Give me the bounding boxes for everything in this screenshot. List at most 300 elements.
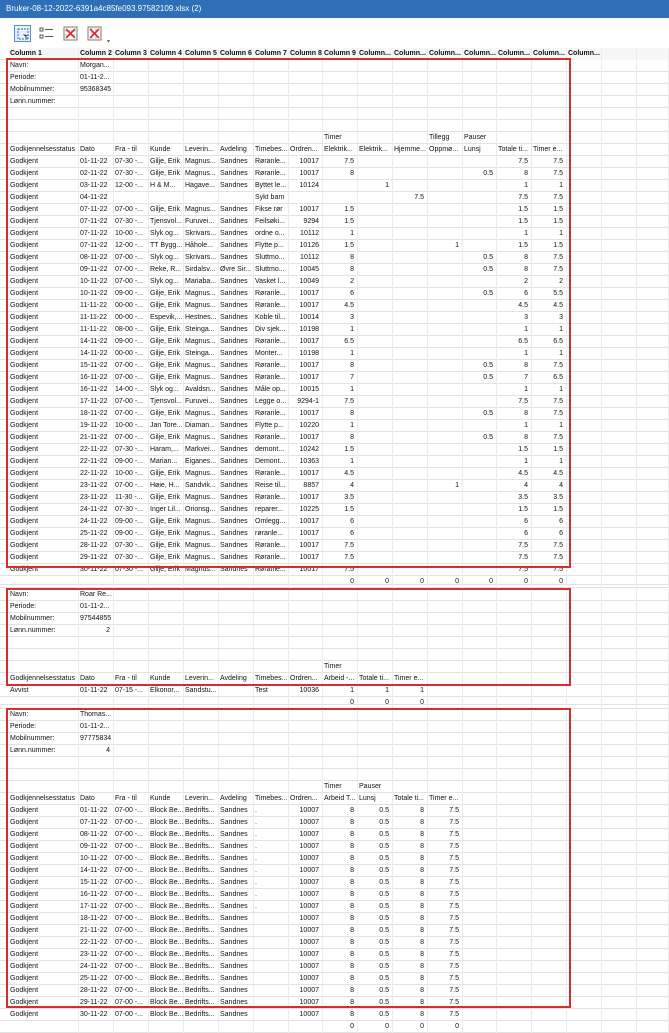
cell[interactable] xyxy=(254,601,289,613)
cell[interactable] xyxy=(114,733,149,745)
cell[interactable] xyxy=(428,769,463,781)
cell[interactable] xyxy=(602,324,637,336)
cell[interactable] xyxy=(184,769,219,781)
cell[interactable] xyxy=(358,276,393,288)
cell[interactable] xyxy=(254,637,289,649)
cell[interactable]: 10007 xyxy=(289,973,323,985)
cell[interactable] xyxy=(532,649,567,661)
cell[interactable]: 1 xyxy=(323,348,358,360)
cell[interactable] xyxy=(393,552,428,564)
cell[interactable] xyxy=(463,925,497,937)
cell[interactable] xyxy=(428,709,463,721)
cell[interactable] xyxy=(532,573,567,585)
cell[interactable]: Godkjent xyxy=(9,961,79,973)
cell[interactable] xyxy=(184,120,219,132)
cell[interactable] xyxy=(463,901,497,913)
cell[interactable] xyxy=(149,72,184,84)
cell[interactable]: Elektrik... xyxy=(358,144,393,156)
cell[interactable] xyxy=(358,396,393,408)
cell[interactable]: 00-00 -... xyxy=(114,348,149,360)
cell[interactable] xyxy=(637,637,669,649)
cell[interactable]: Sandnes xyxy=(219,480,254,492)
cell[interactable]: 7.5 xyxy=(428,853,463,865)
cell[interactable]: Godkjennelsesstatus xyxy=(9,673,79,685)
cell[interactable] xyxy=(254,745,289,757)
cell[interactable] xyxy=(602,637,637,649)
cell[interactable]: Magnus... xyxy=(184,300,219,312)
cell[interactable] xyxy=(463,913,497,925)
cell[interactable] xyxy=(602,204,637,216)
cell[interactable] xyxy=(567,793,602,805)
cell[interactable]: Avdeling xyxy=(219,673,254,685)
cell[interactable] xyxy=(428,168,463,180)
cell[interactable]: 23-11-22 xyxy=(79,480,114,492)
cell[interactable]: 0.5 xyxy=(358,949,393,961)
cell[interactable] xyxy=(358,84,393,96)
cell[interactable]: 08-11-22 xyxy=(79,252,114,264)
cell[interactable] xyxy=(567,661,602,673)
cell[interactable] xyxy=(567,420,602,432)
cell[interactable] xyxy=(637,264,669,276)
cell[interactable]: Hagave... xyxy=(184,180,219,192)
cell[interactable]: Column... xyxy=(532,48,567,60)
cell[interactable] xyxy=(9,649,79,661)
cell[interactable] xyxy=(567,841,602,853)
cell[interactable] xyxy=(567,132,602,144)
cell[interactable] xyxy=(532,913,567,925)
cell[interactable]: 3.5 xyxy=(497,492,532,504)
cell[interactable] xyxy=(428,613,463,625)
cell[interactable]: Røranle... xyxy=(254,156,289,168)
cell[interactable] xyxy=(289,721,323,733)
cell[interactable] xyxy=(289,637,323,649)
cell[interactable] xyxy=(149,120,184,132)
cell[interactable] xyxy=(323,733,358,745)
cell[interactable]: Gilje, Erik xyxy=(149,468,184,480)
cell[interactable]: 25-11-22 xyxy=(79,528,114,540)
cell[interactable]: Godkjent xyxy=(9,228,79,240)
cell[interactable] xyxy=(79,649,114,661)
cell[interactable] xyxy=(428,264,463,276)
cell[interactable] xyxy=(637,913,669,925)
cell[interactable]: Sandnes xyxy=(219,985,254,997)
cell[interactable] xyxy=(567,384,602,396)
cell[interactable]: Røranle... xyxy=(254,432,289,444)
cell[interactable] xyxy=(428,637,463,649)
cell[interactable] xyxy=(567,72,602,84)
cell[interactable]: 10017 xyxy=(289,372,323,384)
cell[interactable]: Totale ti... xyxy=(393,793,428,805)
cell[interactable]: 8 xyxy=(393,949,428,961)
cell[interactable] xyxy=(497,733,532,745)
cell[interactable] xyxy=(428,573,463,585)
cell[interactable] xyxy=(463,573,497,585)
cell[interactable] xyxy=(602,1009,637,1021)
cell[interactable]: 1.5 xyxy=(532,240,567,252)
cell[interactable] xyxy=(463,120,497,132)
cell[interactable] xyxy=(567,276,602,288)
cell[interactable]: 1 xyxy=(532,384,567,396)
cell[interactable]: 1.5 xyxy=(532,204,567,216)
cell[interactable] xyxy=(602,60,637,72)
cell[interactable]: 8 xyxy=(323,805,358,817)
cell[interactable]: 1 xyxy=(323,324,358,336)
cell[interactable]: 07-11-22 xyxy=(79,817,114,829)
cell[interactable] xyxy=(323,60,358,72)
cell[interactable]: Røranle... xyxy=(254,552,289,564)
cell[interactable] xyxy=(358,613,393,625)
cell[interactable] xyxy=(149,733,184,745)
cell[interactable] xyxy=(567,997,602,1009)
cell[interactable]: 1 xyxy=(358,685,393,697)
cell[interactable] xyxy=(602,625,637,637)
cell[interactable]: Godkjent xyxy=(9,901,79,913)
cell[interactable] xyxy=(637,817,669,829)
cell[interactable] xyxy=(184,613,219,625)
cell[interactable]: 12-00 -... xyxy=(114,180,149,192)
cell[interactable]: Godkjent xyxy=(9,396,79,408)
cell[interactable]: 7.5 xyxy=(323,552,358,564)
cell[interactable]: Sandnes xyxy=(219,444,254,456)
cell[interactable] xyxy=(637,384,669,396)
cell[interactable] xyxy=(323,96,358,108)
cell[interactable] xyxy=(393,601,428,613)
cell[interactable] xyxy=(637,925,669,937)
cell[interactable]: 8 xyxy=(393,913,428,925)
cell[interactable]: Legge o... xyxy=(254,396,289,408)
cell[interactable] xyxy=(393,180,428,192)
cell[interactable]: 24-11-22 xyxy=(79,504,114,516)
info-value[interactable]: 97775834 xyxy=(79,733,114,745)
cell[interactable] xyxy=(567,312,602,324)
cell[interactable] xyxy=(358,552,393,564)
cell[interactable]: 10017 xyxy=(289,468,323,480)
cell[interactable] xyxy=(463,528,497,540)
cell[interactable] xyxy=(602,396,637,408)
cell[interactable]: Dato xyxy=(79,793,114,805)
cell[interactable] xyxy=(358,769,393,781)
cell[interactable] xyxy=(219,192,254,204)
cell[interactable] xyxy=(602,144,637,156)
cell[interactable]: Sluttmo... xyxy=(254,264,289,276)
cell[interactable]: Leverin... xyxy=(184,144,219,156)
cell[interactable] xyxy=(463,96,497,108)
cell[interactable] xyxy=(463,829,497,841)
cell[interactable]: 7.5 xyxy=(323,396,358,408)
cell[interactable] xyxy=(637,408,669,420)
cell[interactable] xyxy=(393,84,428,96)
cell[interactable]: 10198 xyxy=(289,324,323,336)
cell[interactable] xyxy=(428,540,463,552)
cell[interactable]: 8 xyxy=(393,985,428,997)
info-value[interactable]: 97544855 xyxy=(79,613,114,625)
cell[interactable] xyxy=(79,132,114,144)
cell[interactable] xyxy=(463,204,497,216)
cell[interactable] xyxy=(497,925,532,937)
cell[interactable]: Godkjent xyxy=(9,985,79,997)
cell[interactable] xyxy=(114,573,149,585)
cell[interactable]: 7.5 xyxy=(428,817,463,829)
cell[interactable]: 07-00 -... xyxy=(114,901,149,913)
cell[interactable] xyxy=(358,336,393,348)
cell[interactable]: 6 xyxy=(532,528,567,540)
cell[interactable]: 7.5 xyxy=(532,168,567,180)
cell[interactable]: Diaman... xyxy=(184,420,219,432)
cell[interactable]: Godkjent xyxy=(9,252,79,264)
cell[interactable]: Sandnes xyxy=(219,937,254,949)
cell[interactable] xyxy=(393,72,428,84)
cell[interactable]: Gilje, Erik xyxy=(149,540,184,552)
cell[interactable]: Column 2 xyxy=(79,48,114,60)
cell[interactable] xyxy=(358,324,393,336)
cell[interactable] xyxy=(532,853,567,865)
cell[interactable] xyxy=(463,589,497,601)
cell[interactable]: Haram,... xyxy=(149,444,184,456)
cell[interactable] xyxy=(149,721,184,733)
cell[interactable] xyxy=(602,693,637,705)
cell[interactable] xyxy=(393,108,428,120)
cell[interactable] xyxy=(567,360,602,372)
cell[interactable] xyxy=(184,573,219,585)
cell[interactable]: 07-00 -... xyxy=(114,829,149,841)
cell[interactable] xyxy=(637,300,669,312)
cell[interactable]: 15-11-22 xyxy=(79,360,114,372)
cell[interactable] xyxy=(393,228,428,240)
cell[interactable]: 1 xyxy=(323,456,358,468)
cell[interactable] xyxy=(602,709,637,721)
cell[interactable] xyxy=(567,889,602,901)
cell[interactable]: Røranle... xyxy=(254,540,289,552)
cell[interactable]: 10017 xyxy=(289,564,323,576)
cell[interactable] xyxy=(219,637,254,649)
cell[interactable] xyxy=(637,324,669,336)
cell[interactable]: Column 4 xyxy=(149,48,184,60)
cell[interactable]: 10049 xyxy=(289,276,323,288)
cell[interactable]: 0.5 xyxy=(463,408,497,420)
cell[interactable]: Sandnes xyxy=(219,925,254,937)
cell[interactable]: Leverin... xyxy=(184,673,219,685)
cell[interactable]: . xyxy=(254,805,289,817)
cell[interactable]: 7.5 xyxy=(323,156,358,168)
cell[interactable]: Røranle... xyxy=(254,288,289,300)
cell[interactable]: 8 xyxy=(323,853,358,865)
cell[interactable] xyxy=(463,865,497,877)
cell[interactable] xyxy=(428,456,463,468)
cell[interactable]: 4 xyxy=(323,480,358,492)
cell[interactable] xyxy=(393,168,428,180)
cell[interactable] xyxy=(637,709,669,721)
cell[interactable] xyxy=(637,733,669,745)
cell[interactable] xyxy=(602,492,637,504)
cell[interactable] xyxy=(567,693,602,705)
cell[interactable] xyxy=(497,949,532,961)
cell[interactable]: 8 xyxy=(323,901,358,913)
cell[interactable] xyxy=(114,96,149,108)
cell[interactable]: Bedrifts... xyxy=(184,913,219,925)
cell[interactable]: Sandnes xyxy=(219,528,254,540)
cell[interactable] xyxy=(532,108,567,120)
cell[interactable]: Column 5 xyxy=(184,48,219,60)
cell[interactable] xyxy=(358,372,393,384)
cell[interactable] xyxy=(497,913,532,925)
cell[interactable]: Gilje, Erik xyxy=(149,372,184,384)
cell[interactable]: 23-11-22 xyxy=(79,492,114,504)
cell[interactable]: Sandnes xyxy=(219,865,254,877)
cell[interactable]: Røranle... xyxy=(254,300,289,312)
cell[interactable] xyxy=(567,228,602,240)
cell[interactable]: Godkjent xyxy=(9,997,79,1009)
cell[interactable] xyxy=(637,72,669,84)
cell[interactable]: 0 xyxy=(428,576,463,588)
cell[interactable] xyxy=(532,132,567,144)
cell[interactable] xyxy=(428,108,463,120)
cell[interactable] xyxy=(567,781,602,793)
cell[interactable] xyxy=(323,625,358,637)
cell[interactable] xyxy=(114,1021,149,1033)
cell[interactable] xyxy=(79,573,114,585)
cell[interactable] xyxy=(114,709,149,721)
cell[interactable] xyxy=(289,1021,323,1033)
cell[interactable]: 0.5 xyxy=(358,985,393,997)
cell[interactable] xyxy=(9,757,79,769)
cell[interactable] xyxy=(428,733,463,745)
info-value[interactable]: 2 xyxy=(79,625,114,637)
cell[interactable] xyxy=(428,156,463,168)
cell[interactable] xyxy=(428,252,463,264)
cell[interactable]: Bedrifts... xyxy=(184,937,219,949)
cell[interactable]: Godkjent xyxy=(9,168,79,180)
cell[interactable] xyxy=(149,84,184,96)
cell[interactable]: Column 9 xyxy=(323,48,358,60)
cell[interactable] xyxy=(114,637,149,649)
cell[interactable]: Sandnes xyxy=(219,853,254,865)
cell[interactable] xyxy=(184,709,219,721)
cell[interactable]: Sandnes xyxy=(219,913,254,925)
cell[interactable]: Jan Tore... xyxy=(149,420,184,432)
cell[interactable] xyxy=(463,985,497,997)
cell[interactable] xyxy=(323,709,358,721)
cell[interactable]: 6 xyxy=(497,528,532,540)
cell[interactable] xyxy=(567,432,602,444)
cell[interactable] xyxy=(254,613,289,625)
cell[interactable]: 8 xyxy=(323,889,358,901)
cell[interactable] xyxy=(567,913,602,925)
cell[interactable]: Magnus... xyxy=(184,156,219,168)
cell[interactable]: Timer xyxy=(323,661,358,673)
cell[interactable]: Godkjent xyxy=(9,204,79,216)
cell[interactable] xyxy=(358,120,393,132)
cell[interactable] xyxy=(393,384,428,396)
cell[interactable] xyxy=(254,625,289,637)
cell[interactable]: Sandnes xyxy=(219,877,254,889)
cell[interactable] xyxy=(219,733,254,745)
cell[interactable] xyxy=(9,573,79,585)
cell[interactable] xyxy=(637,252,669,264)
cell[interactable] xyxy=(219,757,254,769)
cell[interactable] xyxy=(323,72,358,84)
cell[interactable]: 6.5 xyxy=(497,336,532,348)
cell[interactable]: Sykt barn xyxy=(254,192,289,204)
cell[interactable]: 10007 xyxy=(289,805,323,817)
cell[interactable] xyxy=(463,793,497,805)
cell[interactable] xyxy=(184,781,219,793)
cell[interactable]: Skrivars... xyxy=(184,228,219,240)
cell[interactable] xyxy=(393,516,428,528)
cell[interactable] xyxy=(393,504,428,516)
cell[interactable]: Sandnes xyxy=(219,468,254,480)
cell[interactable] xyxy=(219,573,254,585)
cell[interactable] xyxy=(463,156,497,168)
cell[interactable] xyxy=(602,420,637,432)
cell[interactable] xyxy=(323,84,358,96)
cell[interactable] xyxy=(358,240,393,252)
cell[interactable]: 7.5 xyxy=(428,913,463,925)
cell[interactable] xyxy=(602,312,637,324)
cell[interactable]: 16-11-22 xyxy=(79,384,114,396)
cell[interactable] xyxy=(79,661,114,673)
cell[interactable]: 0 xyxy=(323,576,358,588)
cell[interactable] xyxy=(184,601,219,613)
cell[interactable] xyxy=(567,649,602,661)
cell[interactable] xyxy=(219,625,254,637)
cell[interactable]: Godkjent xyxy=(9,973,79,985)
cell[interactable] xyxy=(428,625,463,637)
cell[interactable]: Magnus... xyxy=(184,288,219,300)
cell[interactable]: Sluttmo... xyxy=(254,252,289,264)
cell[interactable]: Godkjent xyxy=(9,492,79,504)
cell[interactable]: 6 xyxy=(323,288,358,300)
cell[interactable]: 8 xyxy=(323,841,358,853)
cell[interactable] xyxy=(254,661,289,673)
cell[interactable] xyxy=(358,384,393,396)
info-value[interactable]: 95368345 xyxy=(79,84,114,96)
cell[interactable] xyxy=(254,973,289,985)
cell[interactable]: Godkjent xyxy=(9,937,79,949)
cell[interactable]: 7.5 xyxy=(428,889,463,901)
cell[interactable]: 10124 xyxy=(289,180,323,192)
cell[interactable]: 10017 xyxy=(289,432,323,444)
cell[interactable] xyxy=(428,492,463,504)
cell[interactable] xyxy=(532,637,567,649)
cell[interactable] xyxy=(289,709,323,721)
cell[interactable] xyxy=(532,793,567,805)
cell[interactable] xyxy=(114,649,149,661)
cell[interactable]: 07-00 -... xyxy=(114,264,149,276)
cell[interactable]: Block Be... xyxy=(149,1009,184,1021)
cell[interactable] xyxy=(393,360,428,372)
cell[interactable]: Hjemme... xyxy=(393,144,428,156)
cell[interactable] xyxy=(567,288,602,300)
cell[interactable] xyxy=(637,673,669,685)
cell[interactable] xyxy=(463,516,497,528)
cell[interactable] xyxy=(637,829,669,841)
cell[interactable] xyxy=(637,60,669,72)
cell[interactable]: 07-30 -... xyxy=(114,168,149,180)
cell[interactable] xyxy=(637,360,669,372)
cell[interactable] xyxy=(567,300,602,312)
cell[interactable]: 7.5 xyxy=(393,192,428,204)
cell[interactable]: Sandnes xyxy=(219,408,254,420)
cell[interactable] xyxy=(393,661,428,673)
cell[interactable] xyxy=(9,120,79,132)
cell[interactable] xyxy=(602,793,637,805)
cell[interactable]: 6 xyxy=(323,516,358,528)
cell[interactable] xyxy=(602,817,637,829)
cell[interactable] xyxy=(463,336,497,348)
cell[interactable]: 0.5 xyxy=(463,264,497,276)
cell[interactable] xyxy=(602,192,637,204)
cell[interactable]: Sandnes xyxy=(219,504,254,516)
